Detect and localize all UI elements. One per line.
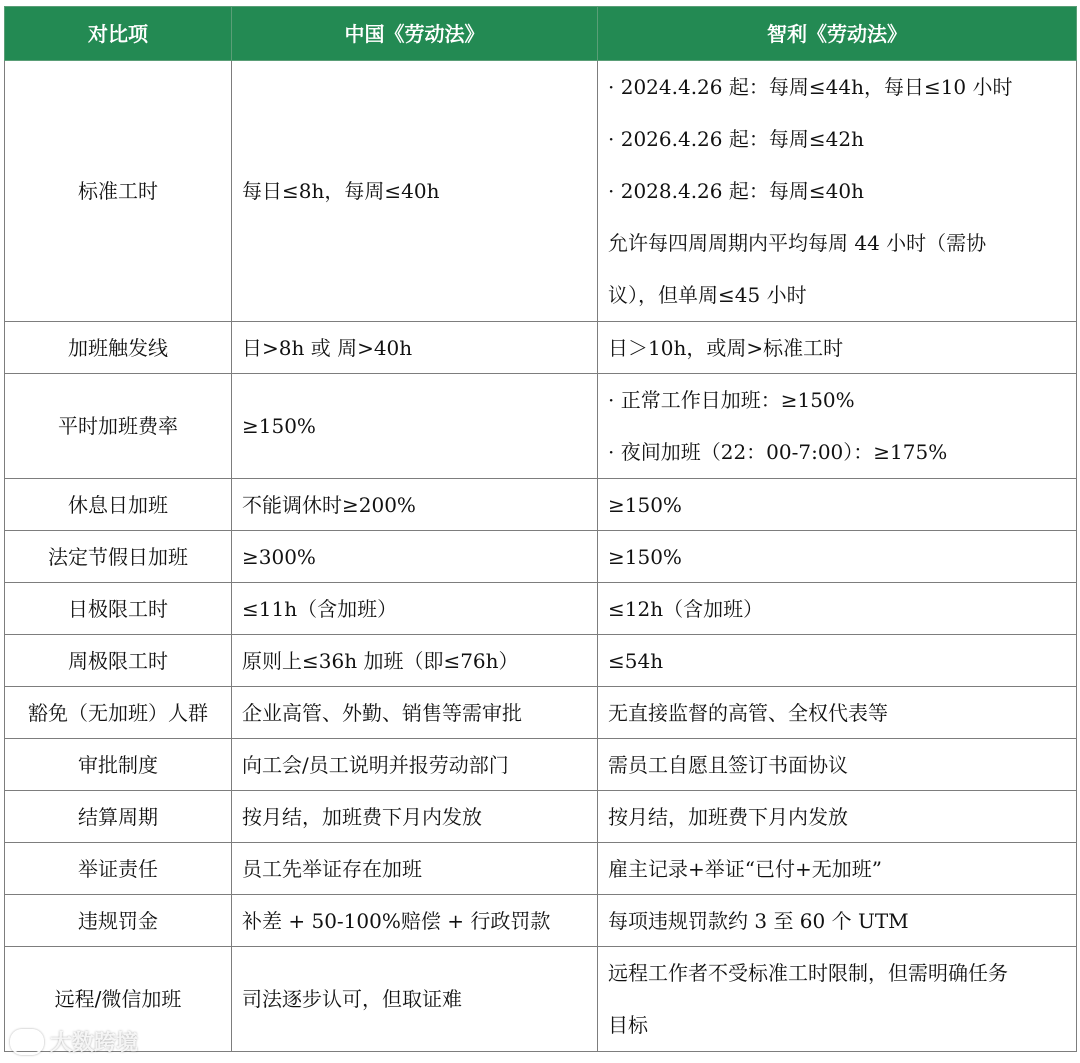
chile-line: · 2024.4.26 起：每周≤44h，每日≤10 小时 xyxy=(608,61,1066,113)
row-label: 休息日加班 xyxy=(5,479,232,531)
chile-value xyxy=(598,61,1077,322)
header-china: 中国《劳动法》 xyxy=(232,7,598,61)
row-label: 举证责任 xyxy=(5,843,232,895)
header-item: 对比项 xyxy=(5,7,232,61)
row-label: 平时加班费率 xyxy=(5,374,232,479)
china-value: 每日≤8h，每周≤40h xyxy=(232,61,598,322)
chile-value: 雇主记录+举证“已付+无加班” xyxy=(598,843,1077,895)
chile-line: · 正常工作日加班：≥150% xyxy=(608,374,1066,426)
chile-value: 按月结，加班费下月内发放 xyxy=(598,791,1077,843)
table-row-approval xyxy=(5,739,1077,791)
chile-value: ≤12h（含加班） xyxy=(598,583,1077,635)
table-row-penalties xyxy=(5,895,1077,947)
row-label: 法定节假日加班 xyxy=(5,531,232,583)
chile-value: ≤54h xyxy=(598,635,1077,687)
china-value: 按月结，加班费下月内发放 xyxy=(232,791,598,843)
china-value: 司法逐步认可，但取证难 xyxy=(232,947,598,1052)
table-row-holiday-overtime xyxy=(5,531,1077,583)
row-label: 远程/微信加班 xyxy=(5,947,232,1052)
china-value: 补差 + 50-100%赔偿 + 行政罚款 xyxy=(232,895,598,947)
row-label: 周极限工时 xyxy=(5,635,232,687)
row-label: 结算周期 xyxy=(5,791,232,843)
watermark xyxy=(10,1026,138,1057)
table-row-overtime-trigger xyxy=(5,322,1077,374)
table-row-burden-of-proof xyxy=(5,843,1077,895)
table-row-restday-overtime xyxy=(5,479,1077,531)
row-label: 日极限工时 xyxy=(5,583,232,635)
chile-value: 日＞10h，或周>标准工时 xyxy=(598,322,1077,374)
row-label: 违规罚金 xyxy=(5,895,232,947)
header-row xyxy=(5,7,1077,61)
china-value: 员工先举证存在加班 xyxy=(232,843,598,895)
table-row-remote-overtime xyxy=(5,947,1077,1052)
chile-value: ≥150% xyxy=(598,479,1077,531)
table-row-weekday-overtime-rate xyxy=(5,374,1077,479)
table-row-settlement xyxy=(5,791,1077,843)
china-value: ≥150% xyxy=(232,374,598,479)
comparison-table xyxy=(4,6,1077,1052)
china-value: 向工会/员工说明并报劳动部门 xyxy=(232,739,598,791)
chile-line: 允许每四周周期内平均每周 44 小时（需协 xyxy=(608,231,987,255)
china-value: 不能调休时≥200% xyxy=(232,479,598,531)
row-label: 豁免（无加班）人群 xyxy=(5,687,232,739)
table-row-standard-hours xyxy=(5,61,1077,322)
china-value: 日>8h 或 周>40h xyxy=(232,322,598,374)
china-value: 企业高管、外勤、销售等需审批 xyxy=(232,687,598,739)
chile-value xyxy=(598,374,1077,479)
table-row-exempt-groups xyxy=(5,687,1077,739)
row-label: 审批制度 xyxy=(5,739,232,791)
chile-line: · 2028.4.26 起：每周≤40h xyxy=(608,165,1066,217)
chile-value xyxy=(598,947,1077,1052)
china-value: 原则上≤36h 加班（即≤76h） xyxy=(232,635,598,687)
header-chile: 智利《劳动法》 xyxy=(598,7,1077,61)
chile-line: 议），但单周≤45 小时 xyxy=(608,283,807,307)
row-label: 标准工时 xyxy=(5,61,232,322)
chile-line: 远程工作者不受标准工时限制，但需明确任务 xyxy=(608,961,1008,985)
chile-line: 目标 xyxy=(608,1013,648,1037)
watermark-text: 大数跨境 xyxy=(50,1031,139,1056)
watermark-logo-icon xyxy=(10,1029,44,1055)
chile-line: · 夜间加班（22：00-7:00）：≥175% xyxy=(608,426,1066,478)
china-value: ≥300% xyxy=(232,531,598,583)
chile-value: 需员工自愿且签订书面协议 xyxy=(598,739,1077,791)
table-row-daily-limit xyxy=(5,583,1077,635)
chile-value: ≥150% xyxy=(598,531,1077,583)
chile-value: 每项违规罚款约 3 至 60 个 UTM xyxy=(598,895,1077,947)
row-label: 加班触发线 xyxy=(5,322,232,374)
table-row-weekly-limit xyxy=(5,635,1077,687)
china-value: ≤11h（含加班） xyxy=(232,583,598,635)
chile-line: · 2026.4.26 起：每周≤42h xyxy=(608,113,1066,165)
chile-value: 无直接监督的高管、全权代表等 xyxy=(598,687,1077,739)
